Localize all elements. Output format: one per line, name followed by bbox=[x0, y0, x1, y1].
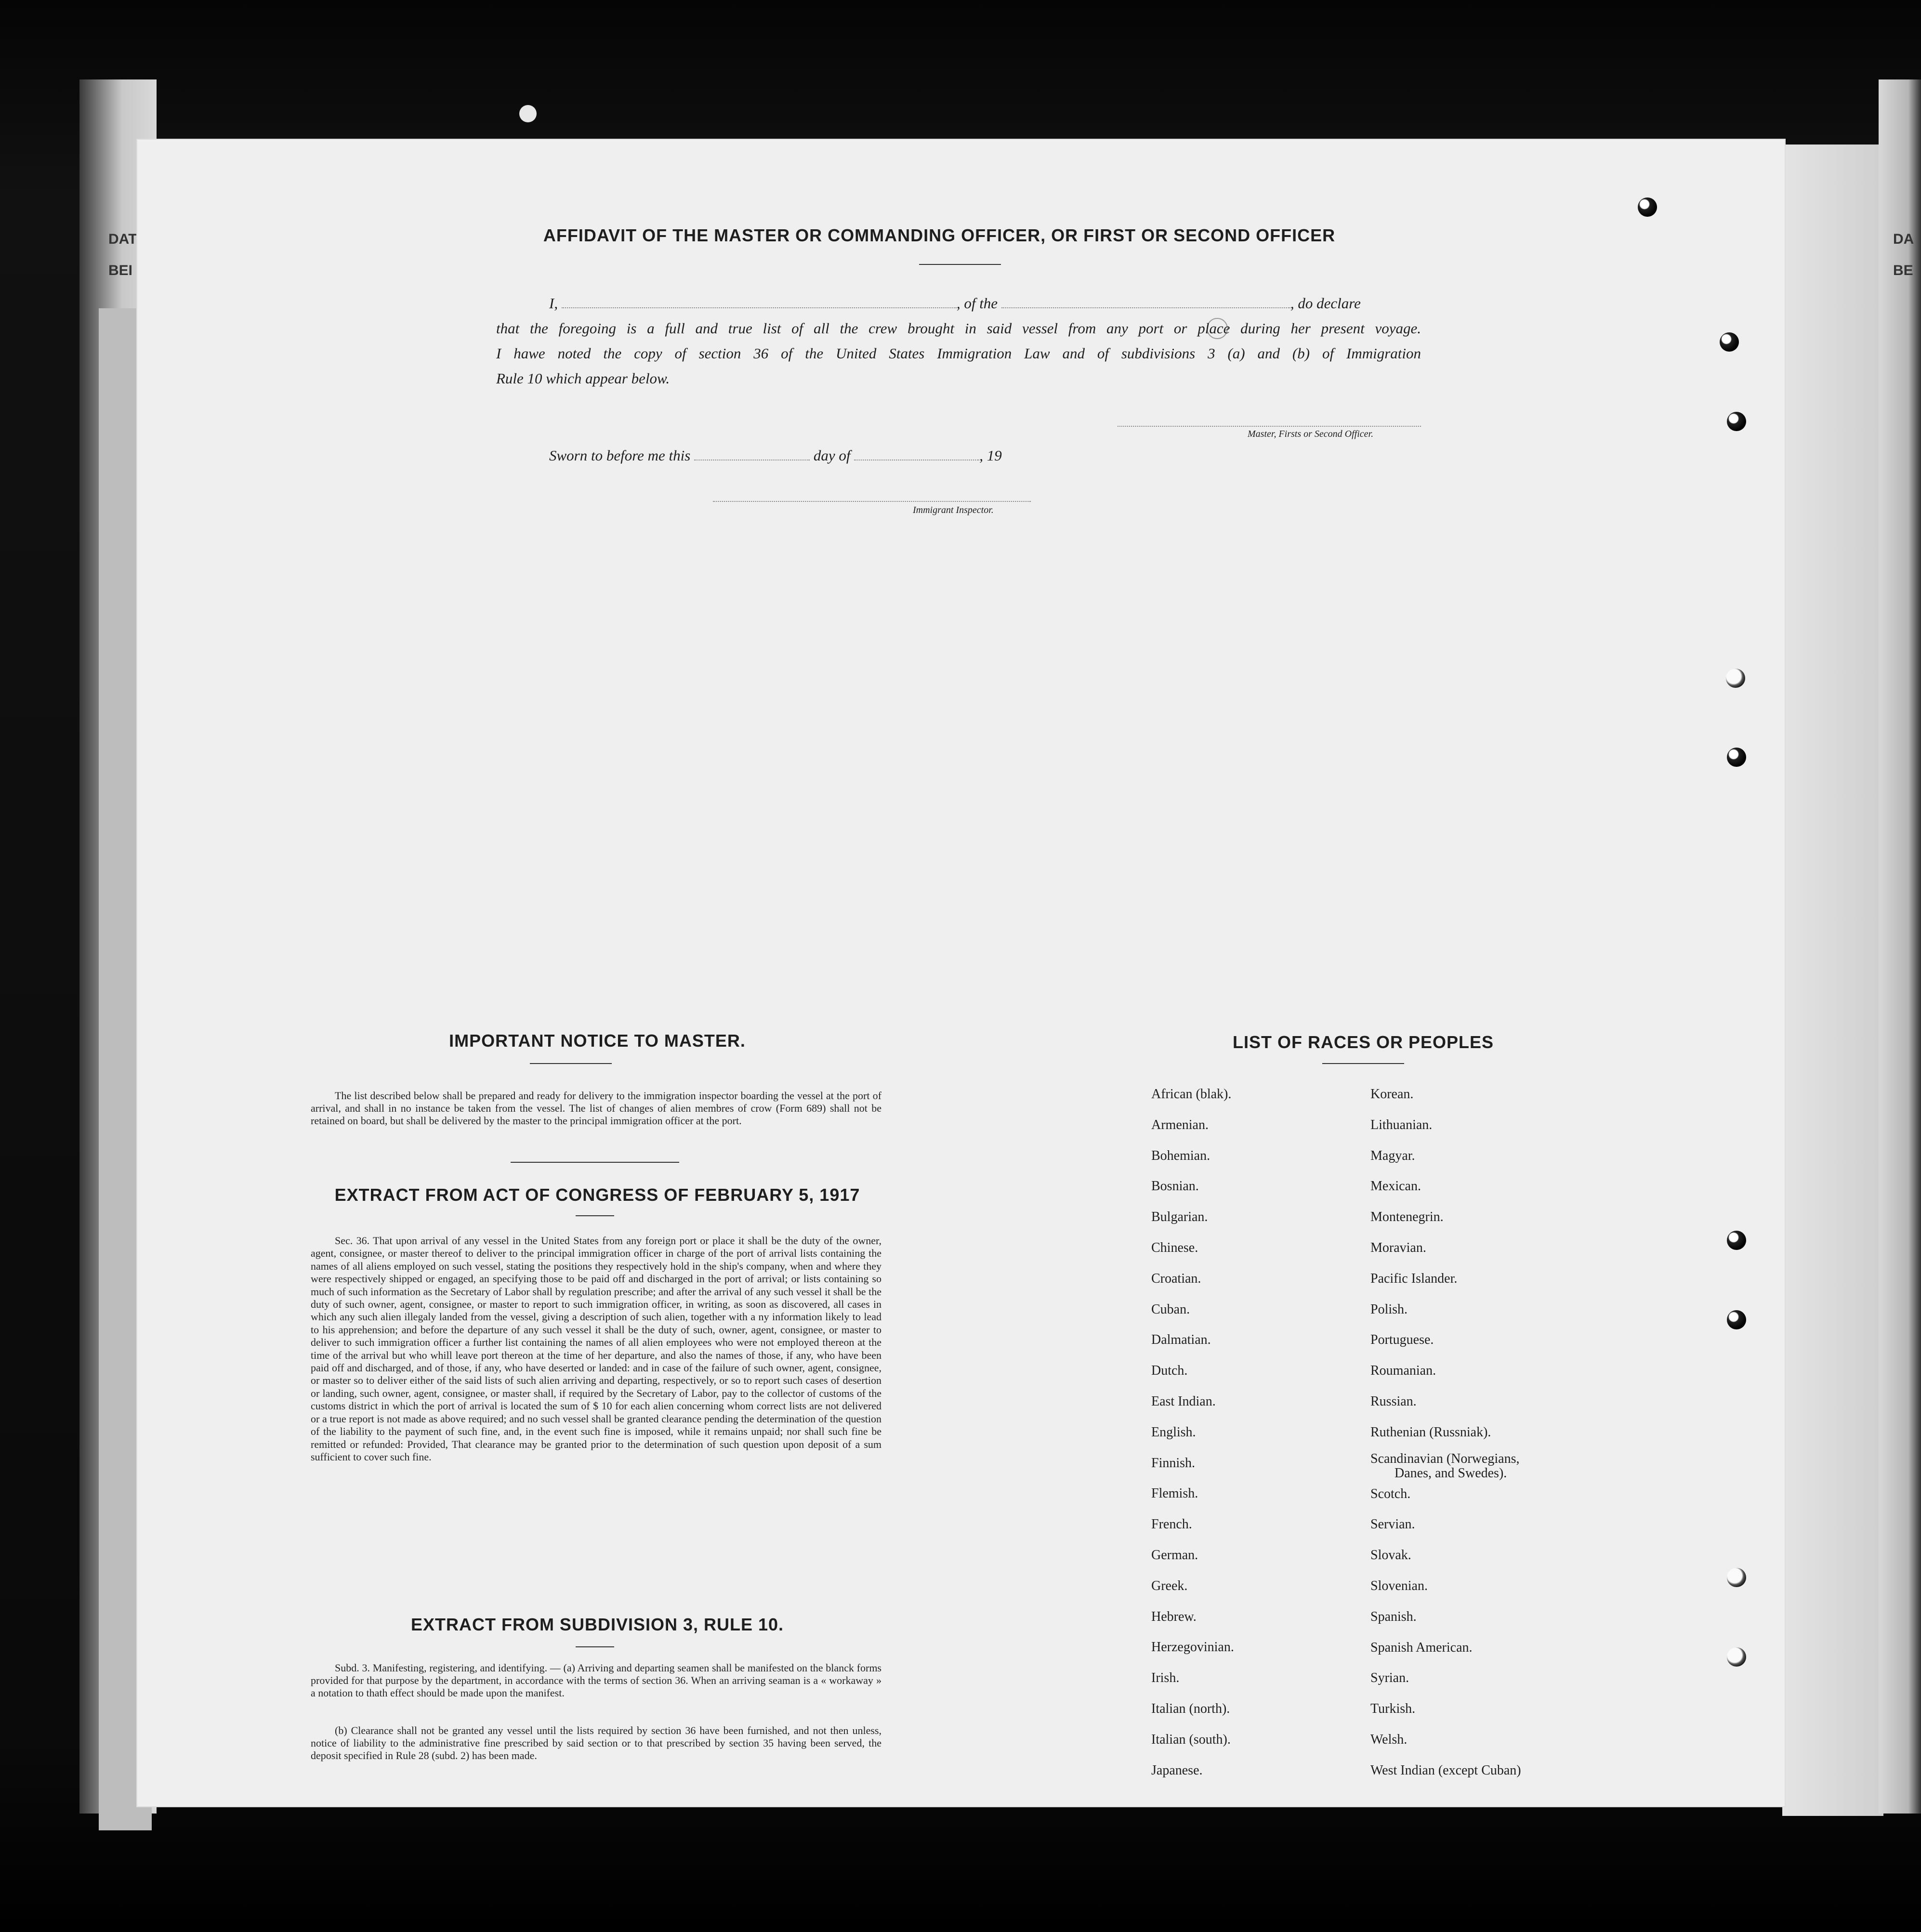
extract-rule-text-a: Subd. 3. Manifesting, registering, and identifying. — (a) Arriving and departing seamen shall be manifested on the blanck forms provided for that purpose by the department, in accordance with the terms of section 36. When an arriving seaman is a « workaway » a notation to thath effect should be made upon the manifest. bbox=[311, 1662, 882, 1699]
sworn-day-blank[interactable] bbox=[694, 447, 810, 460]
race-item: Japanese. bbox=[1151, 1762, 1203, 1778]
declaration-line-2: that the foregoing is a full and true list of all the crew brought in said vessel from any port or place during her present voyage. bbox=[496, 320, 1421, 337]
races-column-2 bbox=[1370, 1079, 1521, 1786]
race-item: Ruthenian (Russniak). bbox=[1370, 1424, 1491, 1440]
race-item: African (blak). bbox=[1151, 1087, 1232, 1102]
punch-hole bbox=[1638, 197, 1657, 217]
declaration-i: I, bbox=[549, 295, 558, 312]
right-margin-tab-2: BE bbox=[1893, 263, 1913, 278]
race-item: Welsh. bbox=[1370, 1732, 1408, 1747]
inspector-signature-line[interactable] bbox=[713, 501, 1031, 502]
race-item: Servian. bbox=[1370, 1517, 1415, 1532]
race-item: Hebrew. bbox=[1151, 1609, 1197, 1624]
next-page-edge bbox=[1879, 79, 1921, 1814]
race-item: Greek. bbox=[1151, 1578, 1188, 1593]
race-item: Finnish. bbox=[1151, 1455, 1196, 1471]
race-item: English. bbox=[1151, 1424, 1196, 1440]
race-item: Pacific Islander. bbox=[1370, 1271, 1458, 1286]
vessel-blank[interactable] bbox=[1001, 295, 1290, 308]
punch-dot-top bbox=[519, 105, 537, 122]
inspector-caption: Immigrant Inspector. bbox=[913, 505, 994, 515]
race-item: Scandinavian (Norwegians, bbox=[1370, 1451, 1520, 1466]
declaration-line-3: I hawe noted the copy of section 36 of the United States Immigration Law and of subdivisions 3 (a) and (b) of Immigration bbox=[496, 345, 1421, 362]
race-item: Italian (south). bbox=[1151, 1732, 1231, 1747]
race-item: French. bbox=[1151, 1517, 1192, 1532]
race-item: Spanish. bbox=[1370, 1609, 1417, 1624]
race-item: Bohemian. bbox=[1151, 1148, 1210, 1163]
extract-act-rule bbox=[576, 1215, 614, 1216]
extract-rule-text-b: (b) Clearance shall not be granted any vessel until the lists required by section 36 have been furnished, and not then unless, notice of liability to the administrative fine prescribed by said section or to that prescribed by section 35 having been served, the deposit specified in Rule 28 (subd. 2) has been made. bbox=[311, 1724, 882, 1761]
race-item: Scotch. bbox=[1370, 1486, 1411, 1501]
races-title-rule bbox=[1322, 1063, 1404, 1064]
sworn-month-blank[interactable] bbox=[854, 447, 979, 460]
declaration-of-the: , of the bbox=[956, 295, 998, 312]
declaration-line-4: Rule 10 which appear below. bbox=[496, 370, 670, 387]
declaration-line-1 bbox=[496, 295, 1421, 312]
race-item: Russian. bbox=[1370, 1393, 1417, 1409]
race-item: Portuguese. bbox=[1370, 1332, 1434, 1348]
notice-text: The list described below shall be prepared and ready for delivery to the immigration inspector boarding the vessel at the port of arrival, and shall in no instance be taken from the vessel. The list of changes of alien membres of crow (Form 689) shall not be retained on board, but shall be delivered by the master to the principal immigration officer at the port. bbox=[311, 1090, 882, 1127]
punch-hole bbox=[1727, 1647, 1746, 1667]
race-item: Syrian. bbox=[1370, 1670, 1409, 1686]
punch-hole bbox=[1727, 412, 1746, 431]
notice-title: IMPORTANT NOTICE TO MASTER. bbox=[449, 1031, 746, 1051]
affidavit-title: AFFIDAVIT OF THE MASTER OR COMMANDING OFFICER, OR FIRST OR SECOND OFFICER bbox=[543, 225, 1336, 245]
race-item: Slovak. bbox=[1370, 1548, 1411, 1563]
notice-separator bbox=[511, 1162, 679, 1163]
right-margin-tab-1: DA bbox=[1893, 231, 1914, 247]
extract-act-text: Sec. 36. That upon arrival of any vessel in the United States from any foreign port or place it shall be the duty of the owner, agent, consignee, or master thereof to deliver to the principal immigration officer in charge of the port of arrival lists containing the names of all aliens employed on such vessel, stating the positions they respectively hold in the ship's company, when and where they were respectively shipped or engaged, an specifying those to be paid off and discharged in the port of arrival; or lists containing so much of such information as the Secretary of Labor shall by regulation prescribe; and after the arrival of any such vessel it shall be the duty of such owner, agent, consignee, or master to report to such immigration officer, in writing, as soon as discovered, all cases in which any such alien illegaly landed from the vessel, giving a description of such alien, together with a ny information likely to lead to his apprehension; and before the departure of any such vessel it shall be the duty of such, owner, agent, consignee, or master to deliver to such immigration officer a further list containing the names of all alien employees who were not employed thereon at the time of the arrival but who whill leave port thereon at the time of her departure, and also the names of those, if any, who have been paid off and discharged, and of those, if any, who have deserted or landed: and in case of the failure of such owner, agent, consignee, or master so to deliver either of the said lists of such alien arriving and departing, respectively, or so to report such cases of desertion or landing, such owner, agent, consignee, or master shall, if required by the Secretary of Labor, pay to the collector of customs of the customs district in which the port of arrival is located the sum of $ 10 for each alien concerning whom correct lists are not delivered or a true report is not made as above required; and no such vessel shall be granted clearance pending the determination of the question of the liability to the payment of such fine, and, in the event such fine is imposed, while it remains unpaid; nor shall such fine be remitted or refunded: Provided, That clearance may be granted prior to the determination of such question upon deposit of a sum sufficient to cover such fine. bbox=[311, 1235, 882, 1463]
race-item: Croatian. bbox=[1151, 1271, 1201, 1286]
punch-hole bbox=[1727, 748, 1746, 767]
punch-hole bbox=[1727, 1310, 1746, 1329]
race-item: Lithuanian. bbox=[1370, 1117, 1433, 1132]
race-item: Dutch. bbox=[1151, 1363, 1188, 1379]
master-caption: Master, Firsts or Second Officer. bbox=[1248, 429, 1374, 439]
races-title: LIST OF RACES OR PEOPLES bbox=[1232, 1032, 1494, 1052]
race-item: Herzegovinian. bbox=[1151, 1640, 1234, 1655]
extract-rule-rule bbox=[576, 1646, 614, 1647]
race-item: Bulgarian. bbox=[1151, 1209, 1208, 1225]
next-page-underlay bbox=[1782, 145, 1883, 1816]
race-item: Flemish. bbox=[1151, 1486, 1198, 1501]
left-margin-tab-2: BEI bbox=[108, 263, 133, 278]
race-item: Chinese. bbox=[1151, 1240, 1198, 1255]
punch-hole bbox=[1727, 1568, 1746, 1587]
punch-hole bbox=[1720, 332, 1739, 352]
race-item: Danes, and Swedes). bbox=[1395, 1465, 1507, 1481]
race-item: Irish. bbox=[1151, 1670, 1180, 1686]
master-signature-line[interactable] bbox=[1118, 426, 1421, 427]
notice-title-rule bbox=[530, 1063, 612, 1064]
sworn-line bbox=[549, 447, 1127, 464]
name-blank[interactable] bbox=[562, 295, 957, 308]
race-item: Spanish American. bbox=[1370, 1640, 1473, 1655]
race-item: Montenegrin. bbox=[1370, 1209, 1444, 1225]
race-item: Mexican. bbox=[1370, 1179, 1421, 1194]
race-item: Bosnian. bbox=[1151, 1179, 1199, 1194]
race-item: Korean. bbox=[1370, 1087, 1414, 1102]
race-item: Cuban. bbox=[1151, 1301, 1190, 1317]
extract-act-title: EXTRACT FROM ACT OF CONGRESS OF FEBRUARY 5, 1917 bbox=[334, 1185, 860, 1205]
extract-rule-title: EXTRACT FROM SUBDIVISION 3, RULE 10. bbox=[410, 1615, 784, 1634]
race-item: Slovenian. bbox=[1370, 1578, 1428, 1593]
left-margin-tab-1: DAT bbox=[108, 231, 137, 247]
race-item: Magyar. bbox=[1370, 1148, 1415, 1163]
race-item: West Indian (except Cuban) bbox=[1370, 1762, 1521, 1778]
punch-hole bbox=[1726, 669, 1745, 688]
races-column-1 bbox=[1151, 1079, 1234, 1786]
race-item: Roumanian. bbox=[1370, 1363, 1436, 1379]
sworn-text: Sworn to before me this bbox=[549, 447, 691, 464]
race-item: Italian (north). bbox=[1151, 1701, 1230, 1716]
sworn-day-of: day of bbox=[813, 447, 851, 464]
race-item: East Indian. bbox=[1151, 1393, 1216, 1409]
race-item: Turkish. bbox=[1370, 1701, 1416, 1717]
race-item: Polish. bbox=[1370, 1301, 1408, 1317]
race-item: German. bbox=[1151, 1547, 1198, 1563]
affidavit-title-rule bbox=[919, 264, 1001, 265]
race-item: Armenian. bbox=[1151, 1117, 1209, 1132]
declaration-do-declare: , do declare bbox=[1290, 295, 1361, 312]
race-item: Moravian. bbox=[1370, 1240, 1426, 1255]
document-page bbox=[137, 140, 1785, 1806]
punch-hole bbox=[1727, 1231, 1746, 1250]
sworn-year-prefix: , 19 bbox=[979, 447, 1002, 464]
race-item: Dalmatian. bbox=[1151, 1332, 1211, 1348]
race-item-two-line bbox=[1370, 1448, 1521, 1479]
